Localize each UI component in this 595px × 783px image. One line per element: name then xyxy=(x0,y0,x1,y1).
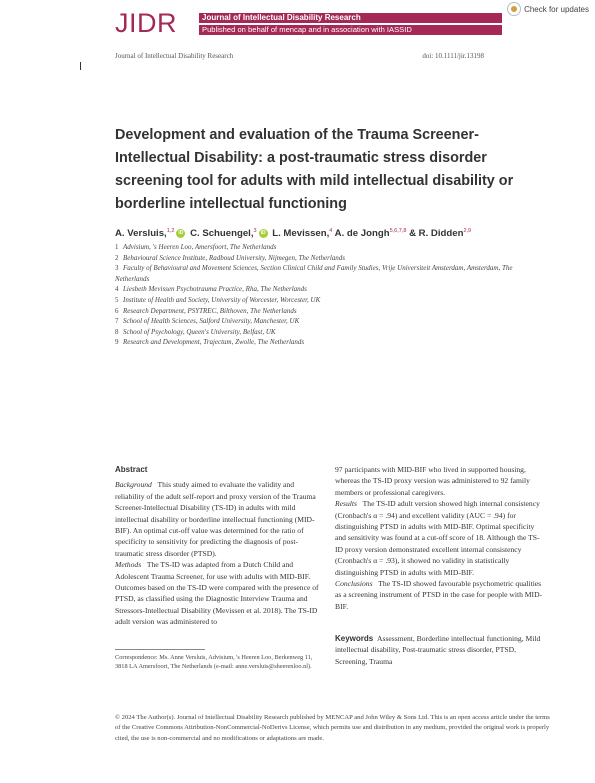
orcid-icon[interactable]: iD xyxy=(178,230,184,237)
abstract-methods-cont: 97 participants with MID-BIF who lived in supported housing, whereas the TS-ID proxy version was administered to 92 family members or professional caregivers. xyxy=(335,465,530,497)
doi-link[interactable]: doi: 10.1111/jir.13198 xyxy=(422,52,484,60)
affiliation-item: 3 Faculty of Behavioural and Movement Sciences, Section Clinical Child and Family Studies, Vrije Universiteit Amsterdam, Amsterdam, The Netherlands xyxy=(115,264,513,283)
author-5[interactable]: & R. Didden$^{2,9}$ xyxy=(409,228,472,240)
keywords xyxy=(335,633,547,667)
abstract-background: Background This study aimed to evaluate the validity and reliability of the adult self-report and proxy version of the Trauma Screener-Intellectual Disability (TS-ID) in adults with mild intellectual disability or borderline intellectual functioning (MID-BIF). An optimal cut-off value was determined for the ratio of specificity to sensitivity for predicting the diagnosis of post-traumatic stress disorder (PTSD). xyxy=(115,480,316,558)
license-notice: © 2024 The Author(s). Journal of Intellectual Disability Research published by MENCAP and John Wiley & Sons Ltd. This is an open access article under the terms of the Creative Commons Attribution-NonCommercial-NoDerivs License, which permits use and distribution in any medium, provided the original work is properly cited, the use is non-commercial and no modifications or adaptations are made. xyxy=(115,714,550,742)
author-list xyxy=(115,224,555,241)
affiliation-item: 5 Institute of Health and Society, University of Worcester, Worcester, UK xyxy=(115,295,321,304)
abstract-methods: Methods The TS-ID was adapted from a Dutch Child and Adolescent Trauma Screener, for use with adults with MID-BIF. Outcomes based on the TS-ID were compared with the presence of PTSD, as classified using the Diagnostic Interview Trauma and Stressors-Intellectual Disability (Mevissen et al. 2018). The TS-ID adult version was administered to xyxy=(115,560,319,627)
correspondence: Correspondence: Ms. Anne Versluis, Advisium, 's Heeren Loo, Berkenweg 11, 3818 LA Amersfoort, The Netherlands (e-mail: anne.versluis@sheerenloo.nl). xyxy=(115,654,313,671)
running-journal-title: Journal of Intellectual Disability Research xyxy=(115,52,234,60)
author-4[interactable]: A. de Jongh$^{5,6,7,8}$ xyxy=(334,228,407,240)
affiliation-item: 4 Liesbeth Mevissen Psychotrauma Practice, Rha, The Netherlands xyxy=(115,285,307,294)
affiliation-list xyxy=(115,242,545,348)
affiliation-item: 2 Behavioural Science Institute, Radboud University, Nijmegen, The Netherlands xyxy=(115,253,346,262)
affiliation-item: 7 School of Health Sciences, Salford University, Manchester, UK xyxy=(115,317,300,326)
abstract-conclusions: Conclusions The TS-ID showed favourable psychometric qualities as a screening instrument of PTSD in the case for people with MID-BIF. xyxy=(335,579,543,611)
orcid-icon[interactable]: iD xyxy=(260,230,266,237)
author-3[interactable]: L. Mevissen,$^4$ xyxy=(272,228,333,240)
journal-name-banner: Journal of Intellectual Disability Research xyxy=(199,13,502,23)
affiliation-item: 6 Research Department, PSYTREC, Bilthoven, The Netherlands xyxy=(115,306,297,315)
affiliation-item: 8 School of Psychology, Queen's University, Belfast, UK xyxy=(115,327,276,336)
affiliation-item: 9 Research and Development, Trajectum, Zwolle, The Netherlands xyxy=(115,338,305,347)
abstract-left-column xyxy=(115,464,323,628)
keywords-label: Keywords xyxy=(335,634,374,643)
abstract-right-column xyxy=(335,464,545,612)
article-title: Development and evaluation of the Trauma Screener-Intellectual Disability: a post-traumatic stress disorder screening tool for adults with mild intellectual disability or borderline intellectual functioning xyxy=(115,127,514,212)
footnote-divider xyxy=(115,649,205,650)
margin-mark xyxy=(80,62,81,70)
abstract-heading: Abstract xyxy=(115,465,148,474)
journal-logo: JIDR xyxy=(115,8,177,38)
abstract-results: Results The TS-ID adult version showed high internal consistency (Cronbach's α = .94) and excellent validity (AUC = .94) for distinguishing PTSD in adults with MID-BIF. Optimal specificity and sensitivity was found at a cut-off score of 18. Although the TS-ID proxy version demonstrated excellent internal consistency (Cronbach's α = .93), it showed no validity in statistically distinguishing PTSD in adults with MID-BIF. xyxy=(335,499,540,577)
author-2[interactable]: C. Schuengel,$^3$ xyxy=(190,228,257,240)
author-1[interactable]: A. Versluis,$^{1,2}$ xyxy=(115,228,175,240)
keywords-text: Assessment, Borderline intellectual functioning, Mild intellectual disability, Post-traumatic stress disorder, PTSD, Screening, Trauma xyxy=(335,634,541,666)
affiliation-item: 1 Advisium, 's Heeren Loo, Amersfoort, The Netherlands xyxy=(115,243,277,251)
check-updates-label: Check for updates xyxy=(524,4,589,14)
check-updates-button[interactable] xyxy=(507,2,589,16)
updates-icon xyxy=(507,2,521,16)
publisher-banner: Published on behalf of mencap and in association with IASSID xyxy=(199,25,502,35)
